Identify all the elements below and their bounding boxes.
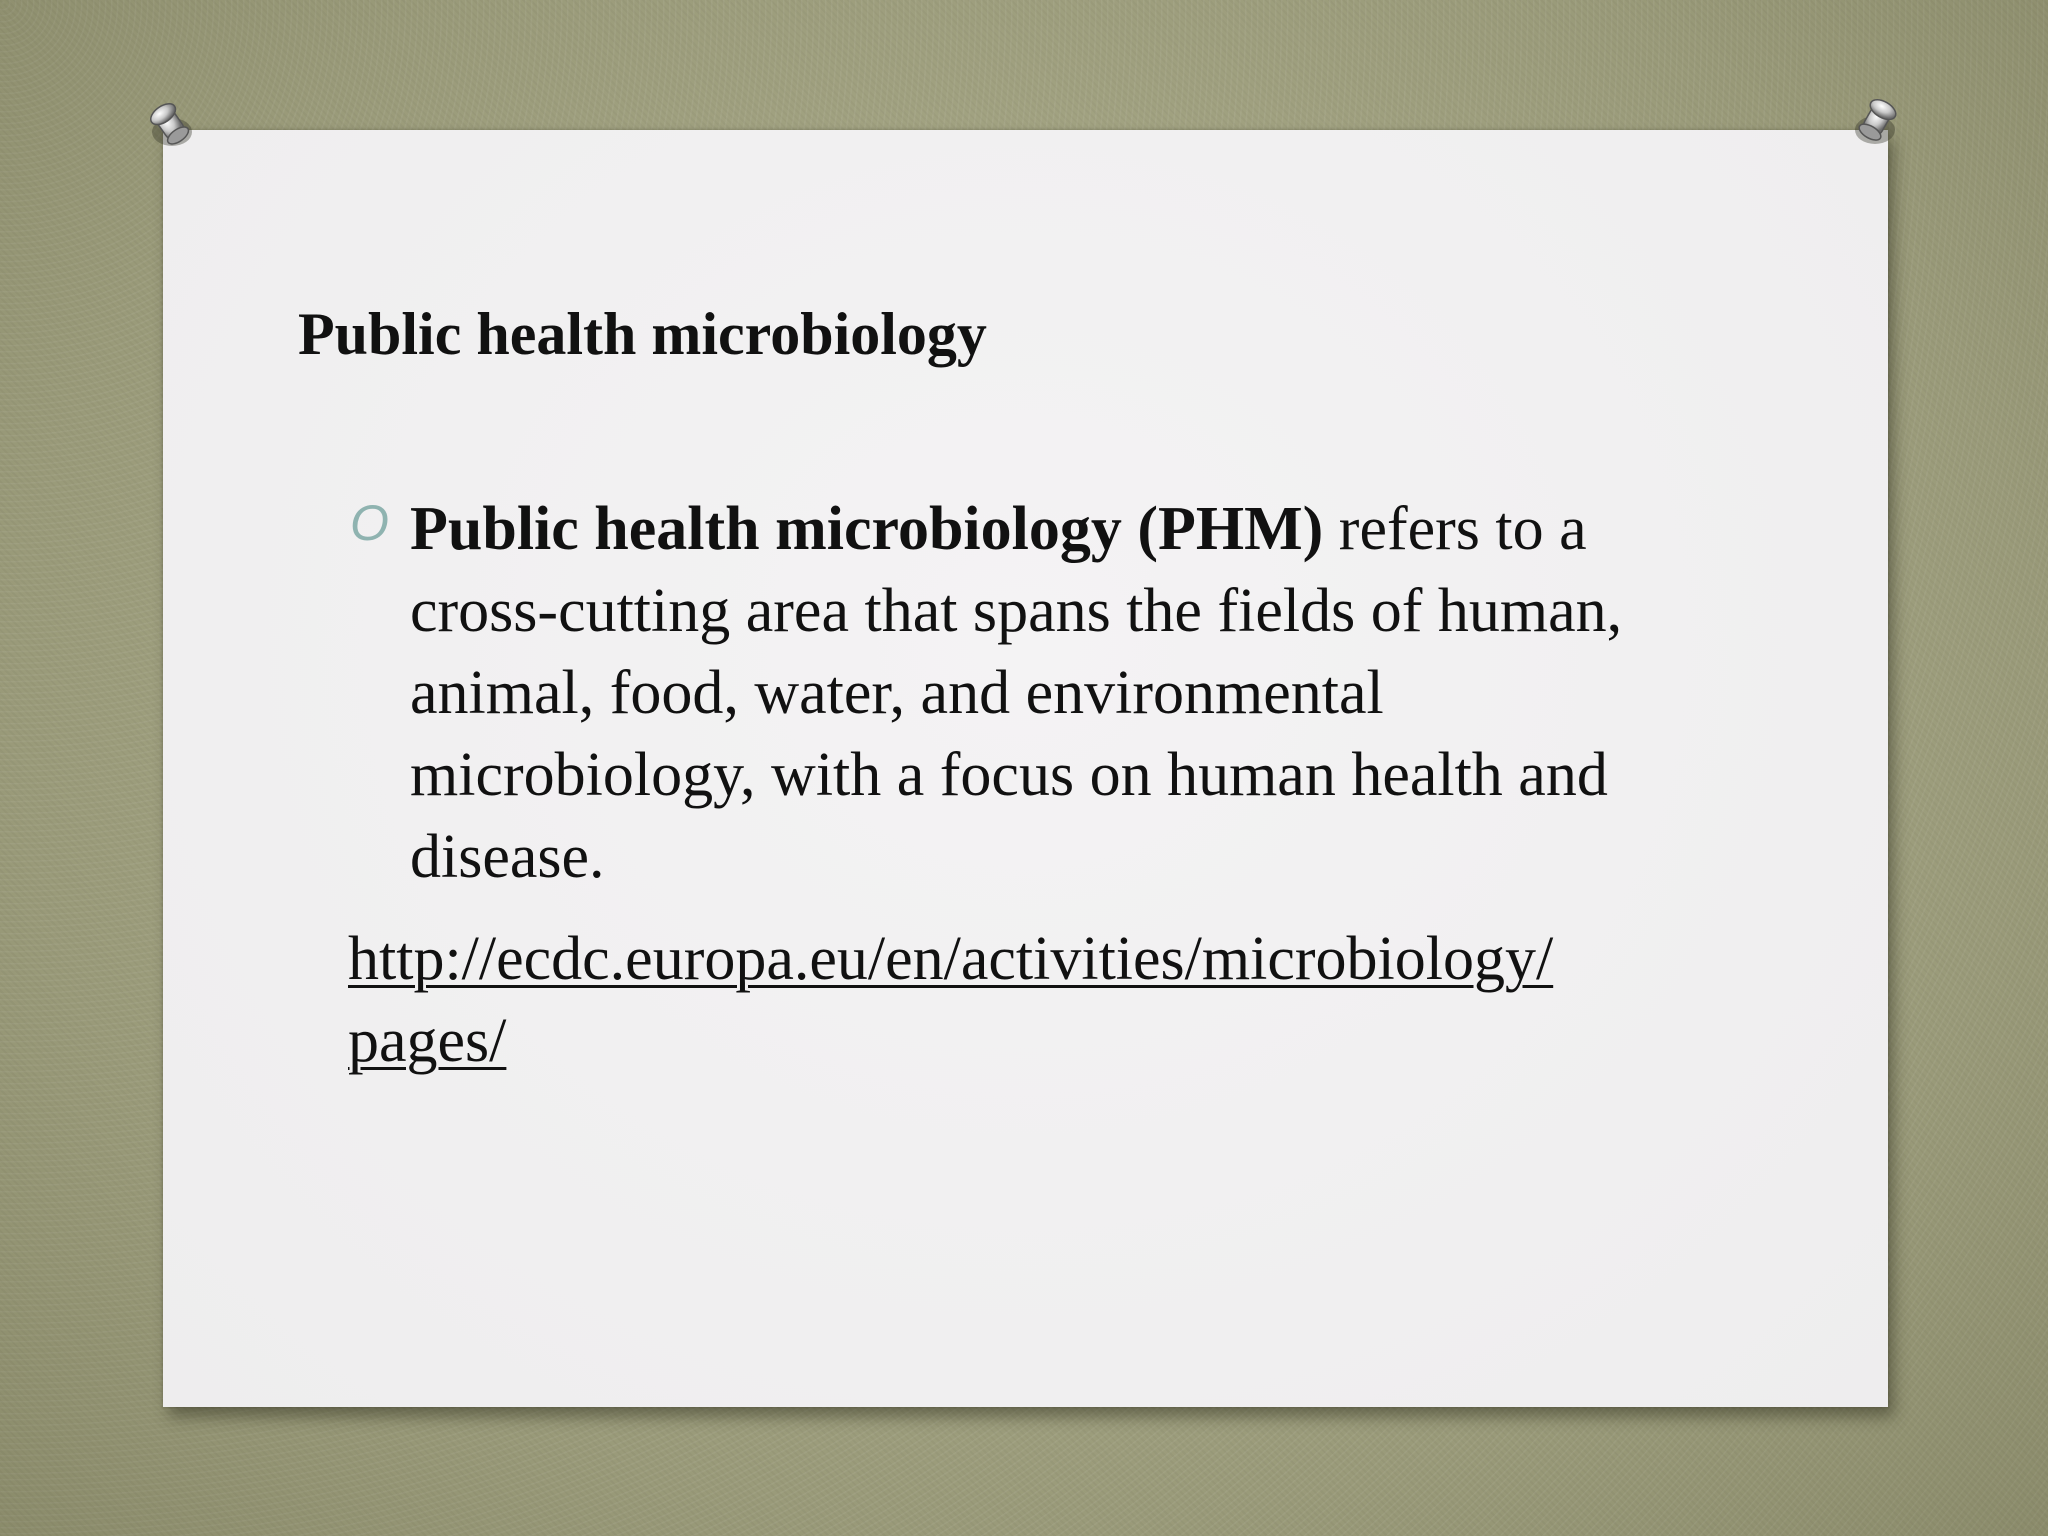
bullet-text	[350, 488, 1710, 898]
pushpin-icon	[1845, 88, 1909, 152]
pushpin-icon	[138, 92, 202, 156]
bullet-marker-icon: O	[350, 495, 389, 551]
bullet-body: refers to a cross-cutting area that spans the fields of human, animal, food, water, and environmental microbiology, with a focus on human health and disease.	[410, 495, 1623, 891]
bullet-bold-term: Public health microbiology (PHM)	[410, 495, 1324, 563]
slide-title: Public health microbiology	[298, 301, 987, 367]
source-link-line1[interactable]: http://ecdc.europa.eu/en/activities/microbiology/	[348, 925, 1554, 993]
source-link-line2[interactable]: pages/	[348, 1007, 507, 1075]
source-link[interactable]	[348, 918, 1688, 1082]
bullet-item	[350, 488, 1690, 898]
